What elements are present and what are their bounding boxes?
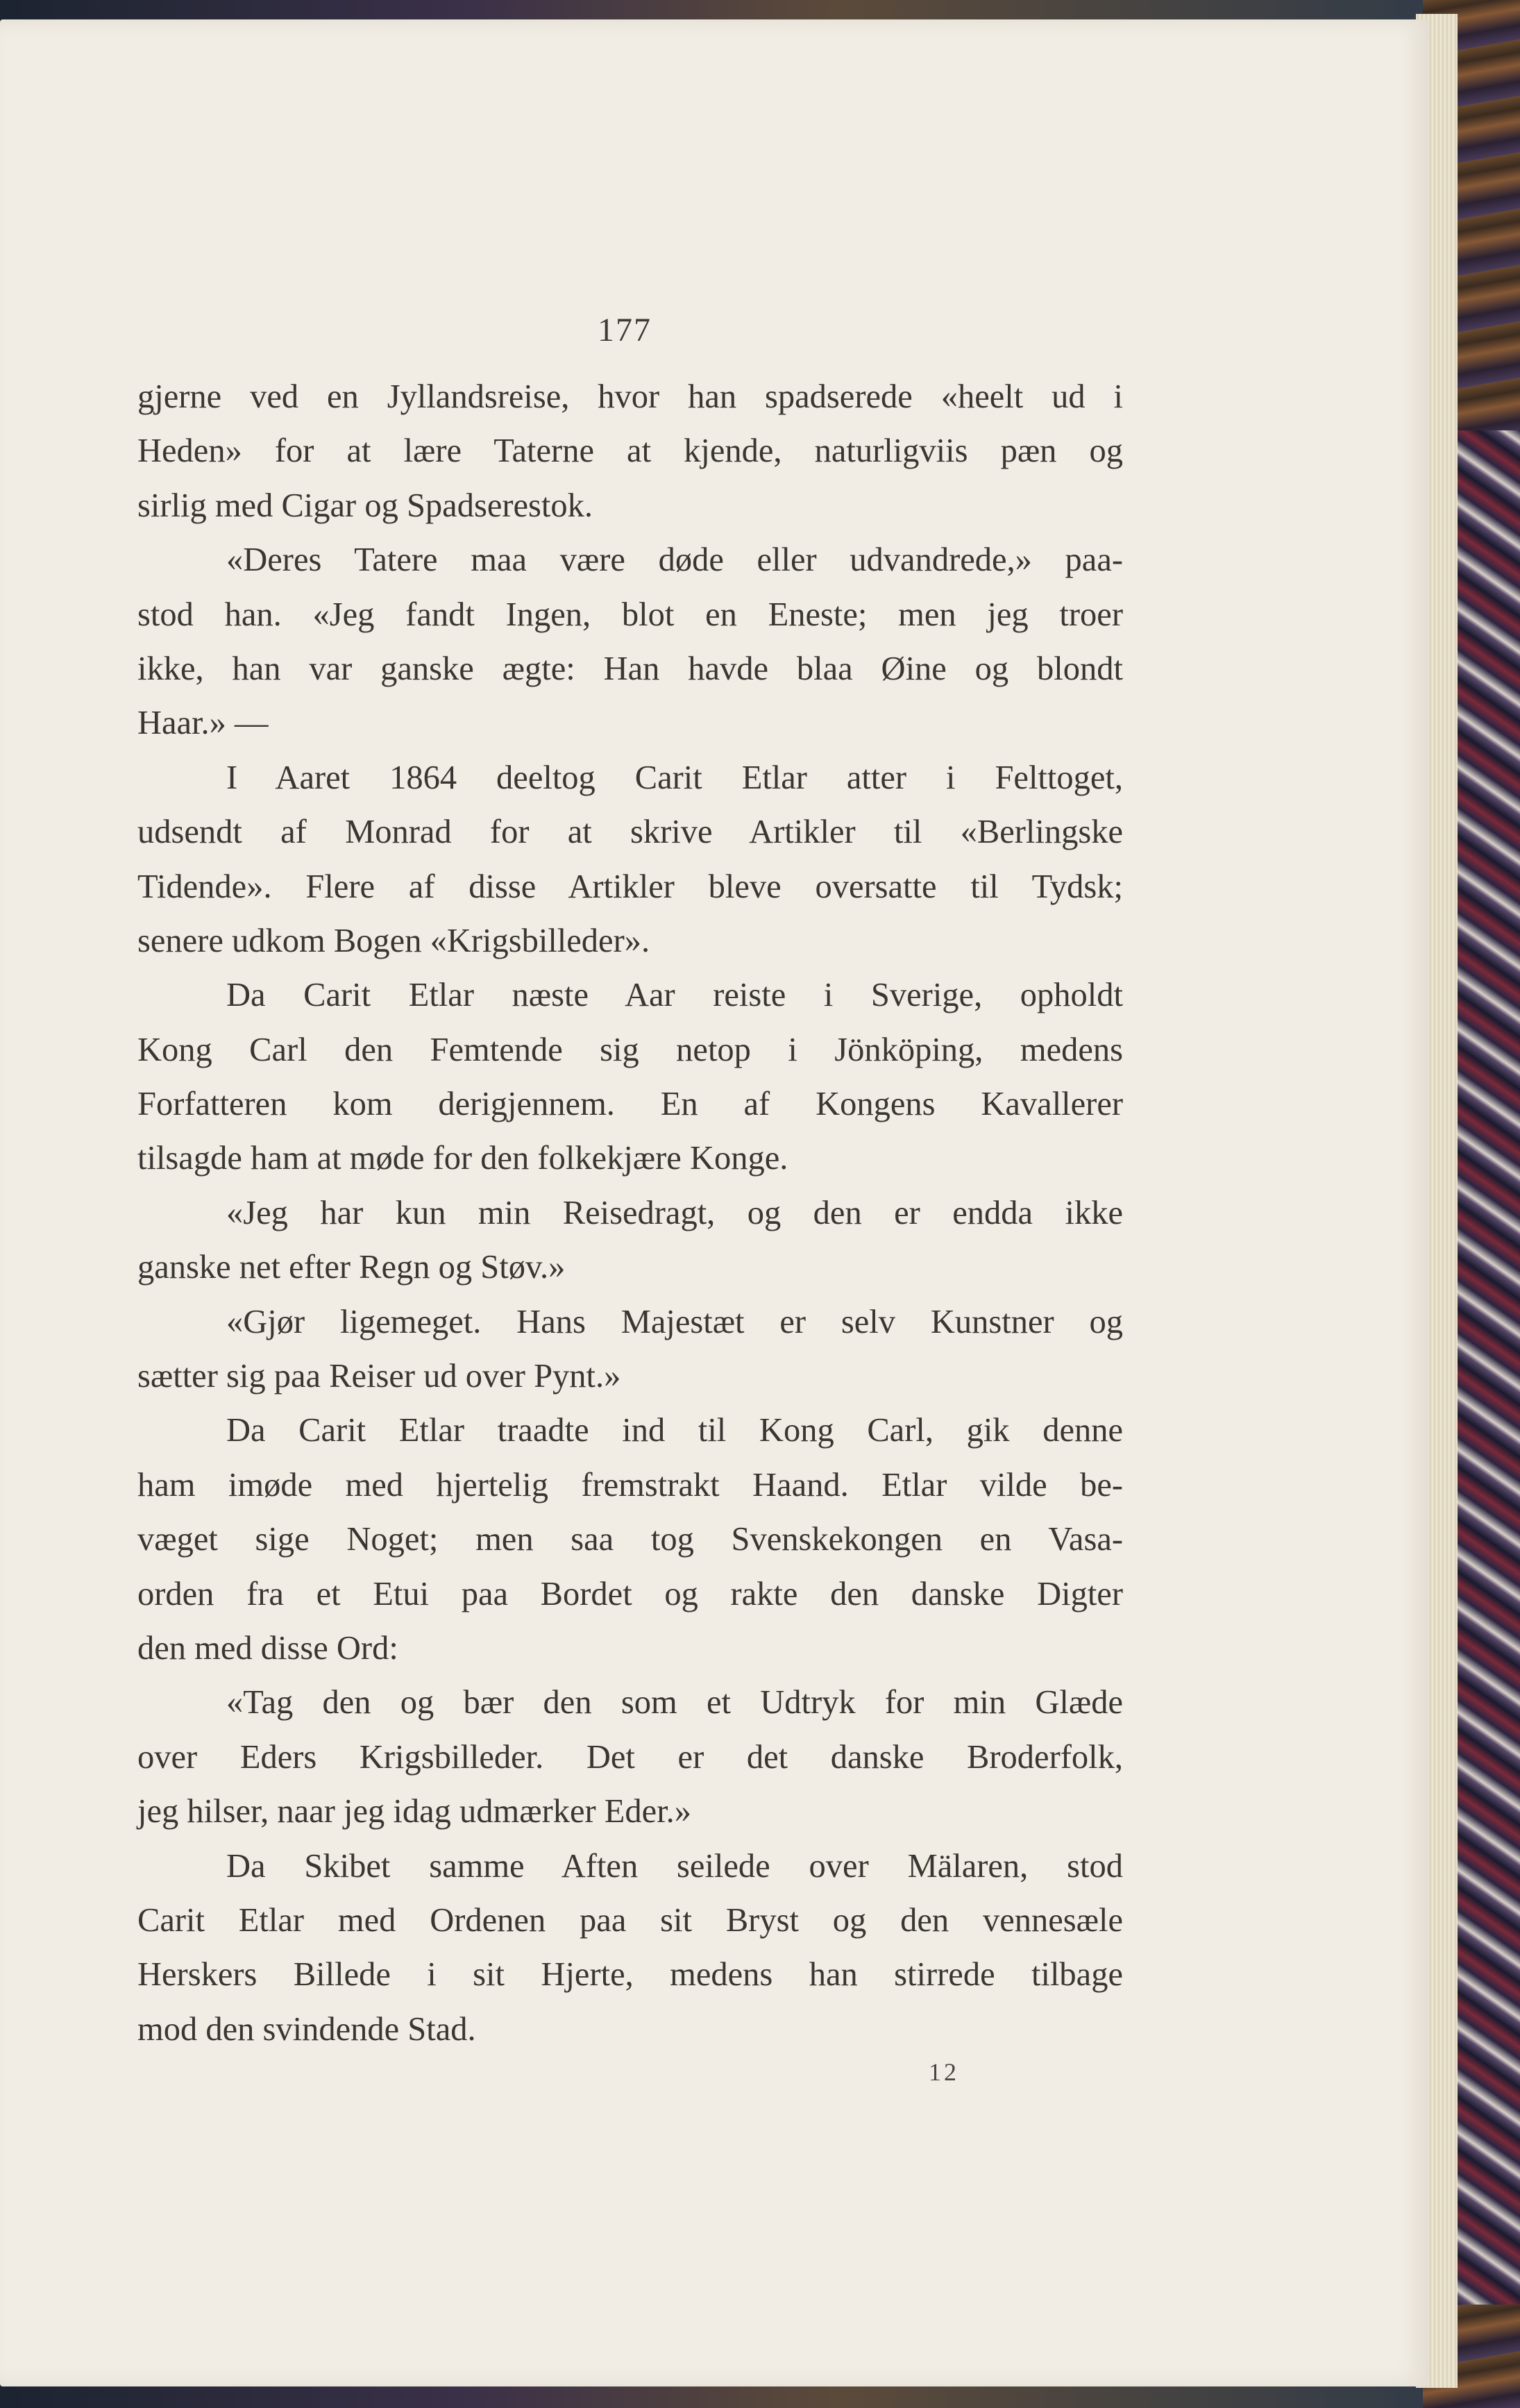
text-line: udsendt af Monrad for at skrive Artikler til «Berlingske: [137, 814, 1123, 851]
text-line: Da Carit Etlar næste Aar reiste i Sverige, opholdt: [226, 977, 1123, 1014]
text-line: ganske net efter Regn og Støv.»: [137, 1249, 566, 1286]
text-line: over Eders Krigsbilleder. Det er det danske Broderfolk,: [137, 1738, 1123, 1776]
text-line: Haar.» —: [137, 705, 269, 742]
text-line: sirlig med Cigar og Spadserestok.: [137, 487, 593, 524]
text-line: senere udkom Bogen «Krigsbilleder».: [137, 922, 650, 959]
body-text: [137, 370, 1123, 2057]
text-line: Da Skibet samme Aften seilede over Mälaren, stod: [226, 1847, 1123, 1885]
text-line: orden fra et Etui paa Bordet og rakte den danske Digter: [137, 1575, 1123, 1613]
text-line: gjerne ved en Jyllandsreise, hvor han spadserede «heelt ud i: [137, 378, 1123, 415]
text-line: sætter sig paa Reiser ud over Pynt.»: [137, 1358, 621, 1395]
text-line: væget sige Noget; men saa tog Svenskekongen en Vasa-: [137, 1521, 1123, 1558]
text-line: mod den svindende Stad.: [137, 2010, 476, 2048]
text-line: den med disse Ord:: [137, 1629, 398, 1667]
text-line: «Jeg har kun min Reisedragt, og den er endda ikke: [226, 1194, 1123, 1231]
page-number: 177: [598, 312, 652, 348]
text-line: I Aaret 1864 deeltog Carit Etlar atter i Felttoget,: [226, 759, 1123, 796]
text-line: Da Carit Etlar traadte ind til Kong Carl, gik denne: [226, 1412, 1123, 1449]
text-line: tilsagde ham at møde for den folkekjære Konge.: [137, 1140, 788, 1177]
marbled-endpaper: [1454, 430, 1520, 2305]
text-line: Forfatteren kom derigjennem. En af Kongens Kavallerer: [137, 1086, 1123, 1123]
text-line: ham imøde med hjertelig fremstrakt Haand. Etlar vilde be-: [137, 1466, 1123, 1504]
text-line: stod han. «Jeg fandt Ingen, blot en Eneste; men jeg troer: [137, 596, 1123, 633]
text-line: Kong Carl den Femtende sig netop i Jönköping, medens: [137, 1031, 1123, 1068]
text-line: «Gjør ligemeget. Hans Majestæt er selv Kunstner og: [226, 1303, 1123, 1340]
book-page: [0, 19, 1430, 2386]
text-line: Carit Etlar med Ordenen paa sit Bryst og den vennesæle: [137, 1901, 1123, 1939]
text-line: jeg hilser, naar jeg idag udmærker Eder.»: [137, 1793, 692, 1830]
text-line: ikke, han var ganske ægte: Han havde blaa Øine og blondt: [137, 650, 1123, 687]
text-line: «Tag den og bær den som et Udtryk for min Glæde: [226, 1684, 1123, 1721]
text-line: Herskers Billede i sit Hjerte, medens han stirrede tilbage: [137, 1956, 1123, 1994]
signature-mark: 12: [929, 2058, 959, 2086]
text-line: Tidende». Flere af disse Artikler bleve oversatte til Tydsk;: [137, 868, 1123, 905]
text-line: «Deres Tatere maa være døde eller udvandrede,» paa-: [226, 541, 1123, 579]
text-line: Heden» for at lære Taterne at kjende, naturligviis pæn og: [137, 432, 1123, 470]
